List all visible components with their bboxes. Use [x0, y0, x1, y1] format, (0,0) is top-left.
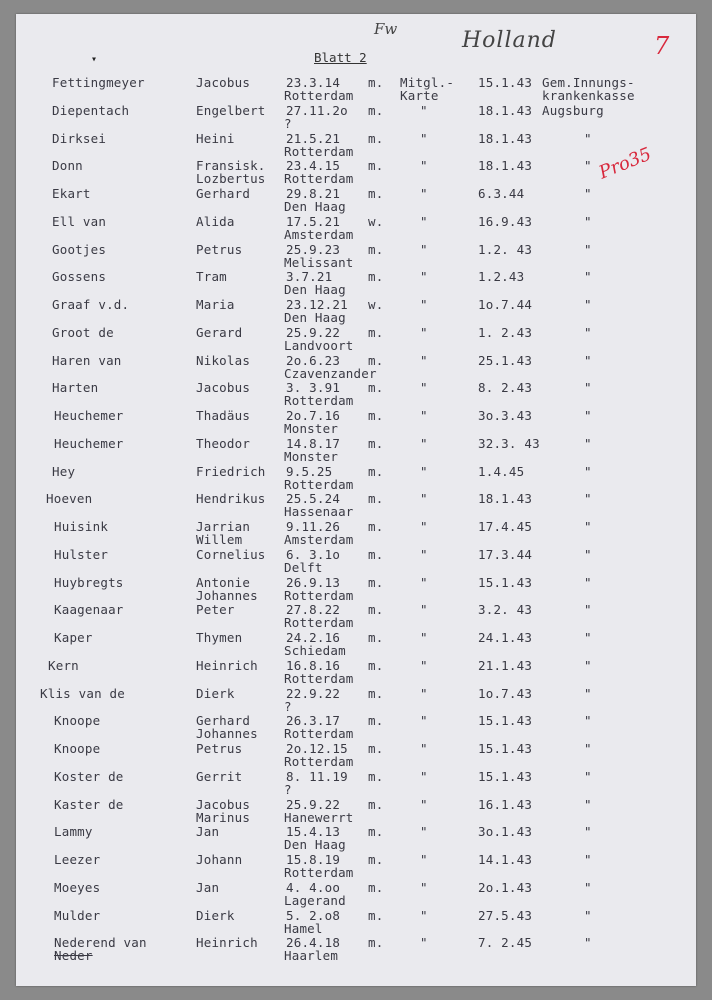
surname: Kern [48, 657, 79, 673]
surname: Koster de [54, 768, 124, 784]
birth-place: Rotterdam [284, 670, 354, 686]
birth-place: Hassenaar [284, 504, 354, 520]
birth-date: 17.5.21 [286, 213, 341, 229]
sheet-title: Blatt 2 [314, 50, 367, 65]
sex: m. [368, 491, 384, 507]
first-name: Gerhard [196, 713, 251, 729]
entry-date: 25.1.43 [478, 352, 533, 368]
birth-place: Rotterdam [284, 476, 354, 492]
surname: Lammy [54, 824, 93, 840]
document-type: " [420, 186, 428, 201]
insurer: " [584, 741, 592, 756]
sex: m. [368, 602, 384, 618]
sex: m. [368, 102, 384, 118]
sex: m. [368, 158, 384, 174]
insurer: " [584, 796, 592, 812]
entry-date: 15.1.43 [478, 713, 533, 729]
sex: m. [368, 241, 384, 257]
birth-date: 22.9.22 [286, 685, 341, 701]
document-type: " [420, 657, 428, 673]
entry-date: 1o.7.43 [478, 685, 533, 701]
entry-date: 1. 2.43 [478, 324, 533, 340]
first-name: Hendrikus [196, 491, 266, 507]
sex: m. [368, 269, 384, 285]
sex: m. [368, 741, 384, 756]
first-name: Antonie [196, 574, 251, 590]
document-type-2: Karte [400, 88, 439, 103]
entry-date: 2o.1.43 [478, 879, 533, 895]
first-name: Gerrit [196, 768, 243, 784]
birth-date: 23.4.15 [286, 158, 341, 174]
sex: m. [368, 130, 384, 146]
birth-date: 16.8.16 [286, 657, 341, 673]
sex: m. [368, 324, 384, 340]
sex: m. [368, 796, 384, 812]
birth-date: 21.5.21 [286, 130, 341, 146]
first-name: Tram [196, 269, 227, 285]
birth-place: Delft [284, 559, 323, 575]
insurer: " [584, 158, 592, 174]
birth-date: 2o.7.16 [286, 408, 341, 423]
birth-date: 25.5.24 [286, 491, 341, 507]
entry-date: 21.1.43 [478, 657, 533, 673]
surname: Kaster de [54, 796, 124, 812]
first-name: Cornelius [196, 546, 266, 562]
birth-place: Lagerand [284, 892, 346, 908]
document-type: " [420, 158, 428, 174]
sex: m. [368, 574, 384, 590]
birth-place: Hamel [284, 920, 323, 936]
first-name: Maria [196, 297, 235, 312]
sex: m. [368, 824, 384, 840]
document-type: " [420, 463, 428, 479]
birth-place: Hanewerrt [284, 809, 354, 825]
insurer: " [584, 685, 592, 701]
sex: m. [368, 852, 384, 867]
insurer: " [584, 852, 592, 867]
insurer: " [584, 435, 592, 451]
sex: m. [368, 380, 384, 396]
entry-date: 3.2. 43 [478, 602, 533, 618]
first-name: Jacobus [196, 796, 251, 812]
document-type: " [420, 241, 428, 257]
entry-date: 1.2.43 [478, 269, 525, 285]
birth-place: Czavenzander [284, 365, 377, 381]
birth-date: 27.8.22 [286, 602, 341, 618]
handwritten-fw: Fw [374, 20, 398, 38]
surname: Moeyes [54, 879, 101, 895]
surname: Groot de [52, 324, 114, 340]
document-type: " [420, 768, 428, 784]
sex: m. [368, 657, 384, 673]
first-name: Jacobus [196, 380, 251, 396]
entry-date: 18.1.43 [478, 491, 533, 507]
first-name: Nikolas [196, 352, 251, 368]
insurer: " [584, 491, 592, 507]
entry-date: 18.1.43 [478, 130, 533, 146]
surname: Harten [52, 380, 99, 396]
first-name: Heinrich [196, 657, 258, 673]
first-name: Gerhard [196, 186, 251, 201]
sex: m. [368, 630, 384, 645]
entry-date: 17.4.45 [478, 519, 533, 534]
insurer: " [584, 657, 592, 673]
birth-date: 27.11.2o [286, 102, 348, 118]
entry-date: 15.1.43 [478, 768, 533, 784]
sex: m. [368, 463, 384, 479]
entry-date: 3o.1.43 [478, 824, 533, 840]
surname: Fettingmeyer [52, 75, 145, 90]
birth-place: Den Haag [284, 199, 346, 214]
document-type: " [420, 408, 428, 423]
birth-place: Den Haag [284, 837, 346, 853]
sex: m. [368, 75, 384, 90]
entry-date: 15.1.43 [478, 741, 533, 756]
insurer: " [584, 324, 592, 340]
surname: Nederend van [54, 935, 147, 951]
birth-place: ? [284, 115, 292, 131]
sex: m. [368, 935, 384, 951]
birth-place: Rotterdam [284, 587, 354, 603]
sex: m. [368, 519, 384, 534]
entry-date: 1o.7.44 [478, 297, 533, 312]
surname: Mulder [54, 907, 101, 923]
surname: Klis van de [40, 685, 125, 701]
first-name: Gerard [196, 324, 243, 340]
birth-place: Rotterdam [284, 393, 354, 409]
birth-place: Rotterdam [284, 143, 354, 159]
document-type: " [420, 380, 428, 396]
document-type: " [420, 519, 428, 534]
second-name: Johannes [196, 726, 258, 742]
document-type: " [420, 630, 428, 645]
surname: Kaagenaar [54, 602, 124, 618]
entry-date: 17.3.44 [478, 546, 533, 562]
first-name: Jan [196, 824, 220, 840]
document-type: " [420, 935, 428, 951]
first-name: Petrus [196, 741, 243, 756]
sex: m. [368, 435, 384, 451]
insurer: " [584, 630, 592, 645]
birth-date: 25.9.22 [286, 796, 341, 812]
insurer: " [584, 602, 592, 618]
birth-date: 29.8.21 [286, 186, 341, 201]
entry-date: 3o.3.43 [478, 408, 533, 423]
entry-date: 7. 2.45 [478, 935, 533, 951]
surname: Kaper [54, 630, 93, 645]
birth-place: Amsterdam [284, 532, 354, 547]
birth-place: Den Haag [284, 282, 346, 298]
first-name: Peter [196, 602, 235, 618]
first-name: Thymen [196, 630, 243, 645]
document-type: " [420, 213, 428, 229]
document-type: " [420, 130, 428, 146]
first-name: Heinrich [196, 935, 258, 951]
birth-date: 15.4.13 [286, 824, 341, 840]
birth-date: 9.11.26 [286, 519, 341, 534]
sex: m. [368, 408, 384, 423]
surname: Hulster [54, 546, 109, 562]
insurer: " [584, 574, 592, 590]
second-name: Marinus [196, 809, 251, 825]
first-name: Jan [196, 879, 220, 895]
surname: Diepentach [52, 102, 130, 118]
page-number: 7 [654, 32, 670, 60]
surname: Knoope [54, 741, 101, 756]
first-name: Fransisk. [196, 158, 266, 174]
sex: m. [368, 907, 384, 923]
document-type: " [420, 435, 428, 451]
sex: m. [368, 768, 384, 784]
insurer: " [584, 408, 592, 423]
insurer: " [584, 269, 592, 285]
birth-date: 6. 3.1o [286, 546, 341, 562]
entry-date: 1.4.45 [478, 463, 525, 479]
insurer: " [584, 297, 592, 312]
surname: Knoope [54, 713, 101, 729]
second-name: Willem [196, 532, 243, 547]
surname: Haren van [52, 352, 122, 368]
document-type: " [420, 491, 428, 507]
entry-date: 6.3.44 [478, 186, 525, 201]
sex: w. [368, 213, 384, 229]
second-name: Lozbertus [196, 171, 266, 187]
entry-date: 14.1.43 [478, 852, 533, 867]
document-type: " [420, 852, 428, 867]
entry-date: 18.1.43 [478, 158, 533, 174]
document-type: " [420, 269, 428, 285]
birth-place: Landvoort [284, 337, 354, 353]
birth-place: Monster [284, 448, 339, 464]
document-type: " [420, 352, 428, 368]
document-type: " [420, 824, 428, 840]
entry-date: 1.2. 43 [478, 241, 533, 257]
first-name: Engelbert [196, 102, 266, 118]
birth-date: 2o.12.15 [286, 741, 348, 756]
birth-date: 15.8.19 [286, 852, 341, 867]
insurer: " [584, 213, 592, 229]
first-name: Jacobus [196, 75, 251, 90]
insurer: " [584, 546, 592, 562]
surname: Huisink [54, 519, 109, 534]
insurer-2: krankenkasse [542, 88, 635, 103]
sex: m. [368, 186, 384, 201]
insurer: " [584, 130, 592, 146]
insurer: " [584, 519, 592, 534]
birth-place: Schiedam [284, 643, 346, 658]
sex: m. [368, 546, 384, 562]
document-type: " [420, 741, 428, 756]
birth-place: Rotterdam [284, 171, 354, 187]
first-name: Dierk [196, 907, 235, 923]
document-type: " [420, 685, 428, 701]
document-page [16, 14, 696, 986]
entry-date: 16.9.43 [478, 213, 533, 229]
punch-mark: ▾ [91, 54, 98, 65]
birth-date: 3.7.21 [286, 269, 333, 285]
insurer: Gem.Innungs- [542, 75, 635, 90]
entry-date: 15.1.43 [478, 75, 533, 90]
birth-place: ? [284, 781, 292, 797]
insurer: " [584, 879, 592, 895]
insurer: " [584, 463, 592, 479]
first-name: Theodor [196, 435, 251, 451]
surname: Huybregts [54, 574, 124, 590]
birth-place: Rotterdam [284, 865, 354, 880]
first-name: Alida [196, 213, 235, 229]
birth-date: 8. 11.19 [286, 768, 348, 784]
birth-date: 25.9.23 [286, 241, 341, 257]
entry-date: 8. 2.43 [478, 380, 533, 396]
birth-date: 9.5.25 [286, 463, 333, 479]
birth-date: 25.9.22 [286, 324, 341, 340]
document-type: " [420, 324, 428, 340]
birth-date: 14.8.17 [286, 435, 341, 451]
document-type: " [420, 546, 428, 562]
surname: Hey [52, 463, 76, 479]
insurer: " [584, 713, 592, 729]
document-type: " [420, 713, 428, 729]
insurer: " [584, 935, 592, 951]
birth-place: Den Haag [284, 310, 346, 325]
entry-date: 27.5.43 [478, 907, 533, 923]
birth-date: 23.12.21 [286, 297, 348, 312]
birth-date: 26.3.17 [286, 713, 341, 729]
entry-date: 18.1.43 [478, 102, 533, 118]
entry-date: 16.1.43 [478, 796, 533, 812]
birth-date: 26.4.18 [286, 935, 341, 951]
entry-date: 15.1.43 [478, 574, 533, 590]
surname: Gootjes [52, 241, 107, 257]
birth-place: ? [284, 698, 292, 714]
surname: Ell van [52, 213, 107, 229]
first-name: Petrus [196, 241, 243, 257]
document-type: " [420, 297, 428, 312]
sex: m. [368, 352, 384, 368]
entry-date: 24.1.43 [478, 630, 533, 645]
sex: m. [368, 879, 384, 895]
insurer: Augsburg [542, 102, 604, 118]
insurer: " [584, 380, 592, 396]
insurer: " [584, 186, 592, 201]
document-type: " [420, 602, 428, 618]
surname: Hoeven [46, 491, 93, 507]
second-name: Johannes [196, 587, 258, 603]
birth-date: 4. 4.oo [286, 879, 341, 895]
birth-place: Rotterdam [284, 754, 354, 769]
insurer: " [584, 768, 592, 784]
first-name: Thadäus [196, 408, 251, 423]
birth-place: Melissant [284, 254, 354, 270]
birth-date: 3. 3.91 [286, 380, 341, 396]
document-type: " [420, 102, 428, 118]
birth-date: 5. 2.o8 [286, 907, 341, 923]
sex: m. [368, 685, 384, 701]
insurer: " [584, 907, 592, 923]
birth-date: 26.9.13 [286, 574, 341, 590]
document-type: " [420, 574, 428, 590]
birth-place: Rotterdam [284, 88, 354, 103]
surname: Gossens [52, 269, 107, 285]
first-name: Jarrian [196, 519, 251, 534]
red-stamp: Pro35 [596, 143, 655, 184]
document-type: " [420, 796, 428, 812]
sex: m. [368, 713, 384, 729]
insurer: " [584, 241, 592, 257]
birth-date: 23.3.14 [286, 75, 341, 90]
document-type: Mitgl.- [400, 75, 455, 90]
document-type: " [420, 907, 428, 923]
birth-place: Rotterdam [284, 615, 354, 631]
insurer: " [584, 352, 592, 368]
surname: Ekart [52, 186, 91, 201]
entry-date: 32.3. 43 [478, 435, 540, 451]
first-name: Friedrich [196, 463, 266, 479]
first-name: Johann [196, 852, 243, 867]
birth-place: Amsterdam [284, 226, 354, 242]
birth-place: Haarlem [284, 948, 339, 964]
surname: Heuchemer [54, 435, 124, 451]
surname: Graaf v.d. [52, 297, 130, 312]
birth-place: Monster [284, 421, 339, 436]
document-type: " [420, 879, 428, 895]
birth-date: 2o.6.23 [286, 352, 341, 368]
surname: Donn [52, 158, 83, 174]
first-name: Dierk [196, 685, 235, 701]
birth-date: 24.2.16 [286, 630, 341, 645]
surname: Dirksei [52, 130, 107, 146]
sex: w. [368, 297, 384, 312]
surname-struck: Neder [54, 948, 93, 964]
insurer: " [584, 824, 592, 840]
handwritten-holland: Holland [462, 28, 557, 53]
surname: Heuchemer [54, 408, 124, 423]
first-name: Heini [196, 130, 235, 146]
birth-place: Rotterdam [284, 726, 354, 742]
surname: Leezer [54, 852, 101, 867]
